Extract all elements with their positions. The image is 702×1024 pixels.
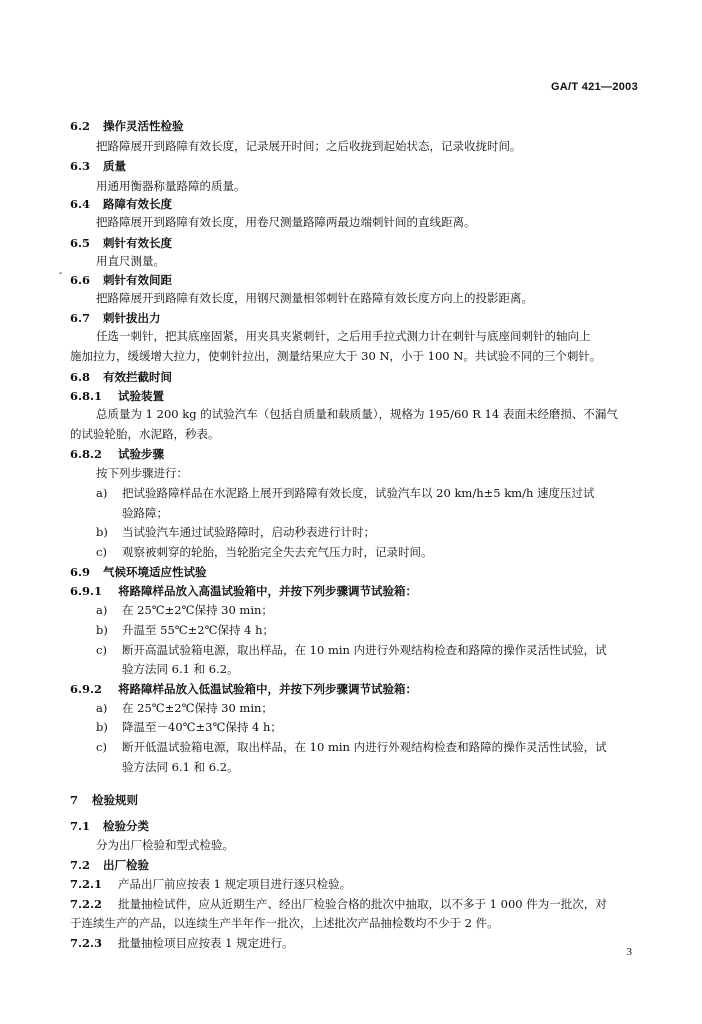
paragraph: 分为出厂检验和型式检验。 xyxy=(96,838,234,852)
list-continuation: 验路障； xyxy=(122,506,168,520)
list-text: 断开高温试验箱电源，取出样品，在 10 min 内进行外观结构检查和路障的操作灵活性试验，试 xyxy=(122,643,607,657)
section-number: 6.3 xyxy=(70,159,91,173)
list-text: 当试验汽车通过试验路障时，启动秒表进行计时； xyxy=(122,525,375,539)
list-text: 在 25℃±2℃保持 30 min； xyxy=(122,701,273,715)
paragraph: 的试验轮胎，水泥路，秒表。 xyxy=(70,427,220,441)
section-number: 7.2.3 xyxy=(70,936,103,950)
section-number: 6.7 xyxy=(70,311,91,325)
paragraph: 批量抽检项目应按表 1 规定进行。 xyxy=(118,936,294,950)
section-title: 刺针有效间距 xyxy=(103,273,172,287)
section-title: 操作灵活性检验 xyxy=(103,119,184,133)
section-title: 试验装置 xyxy=(118,389,164,403)
section-number: 6.8.2 xyxy=(70,447,103,461)
list-text: 在 25℃±2℃保持 30 min； xyxy=(122,603,273,617)
list-label: c) xyxy=(96,740,107,754)
list-text: 断开低温试验箱电源，取出样品，在 10 min 内进行外观结构检查和路障的操作灵活性试验，试 xyxy=(122,740,607,754)
list-text: 升温至 55℃±2℃保持 4 h； xyxy=(122,623,275,637)
paragraph: 产品出厂前应按表 1 规定项目进行逐只检验。 xyxy=(118,877,352,891)
paragraph: 把路障展开到路障有效长度，用卷尺测量路障两最边端刺针间的直线距离。 xyxy=(96,215,476,229)
list-label: c) xyxy=(96,545,107,559)
section-number: 6.8 xyxy=(70,370,91,384)
list-label: a) xyxy=(96,603,108,617)
section-title: 质量 xyxy=(103,159,126,173)
paragraph: 用直尺测量。 xyxy=(96,254,165,268)
section-number: 6.9.2 xyxy=(70,682,103,696)
section-title: 将路障样品放入低温试验箱中，并按下列步骤调节试验箱： xyxy=(118,682,417,696)
section-title: 试验步骤 xyxy=(118,447,164,461)
paragraph: 用通用衡器称量路障的质量。 xyxy=(96,179,246,193)
section-title: 将路障样品放入高温试验箱中，并按下列步骤调节试验箱： xyxy=(118,584,417,598)
paragraph: 批量抽检试件，应从近期生产、经出厂检验合格的批次中抽取，以不多于 1 000 件为一批次，对 xyxy=(118,897,607,911)
list-label: a) xyxy=(96,701,108,715)
section-number: 7.2.1 xyxy=(70,877,103,891)
section-number: 6.4 xyxy=(70,197,91,211)
section-title: 有效拦截时间 xyxy=(103,370,172,384)
section-number: 7.1 xyxy=(70,819,91,833)
section-number: 7 xyxy=(70,793,79,807)
paragraph: 把路障展开到路障有效长度，记录展开时间；之后收拢到起始状态，记录收拢时间。 xyxy=(96,139,522,153)
list-continuation: 验方法同 6.1 和 6.2。 xyxy=(122,760,239,774)
section-title: 检验分类 xyxy=(103,819,149,833)
section-number: 6.8.1 xyxy=(70,389,103,403)
section-title: 刺针有效长度 xyxy=(103,236,172,250)
section-number: 6.5 xyxy=(70,236,91,250)
standard-code: GA/T 421—2003 xyxy=(550,81,638,93)
section-title: 出厂检验 xyxy=(103,858,149,872)
list-label: b) xyxy=(96,720,108,734)
list-text: 降温至－40℃±3℃保持 4 h； xyxy=(122,720,282,734)
section-number: 6.9.1 xyxy=(70,584,103,598)
paragraph: 施加拉力，缓缓增大拉力，使刺针拉出，测量结果应大于 30 N，小于 100 N。共试验不同的三个刺针。 xyxy=(70,349,602,363)
list-label: b) xyxy=(96,525,108,539)
list-continuation: 验方法同 6.1 和 6.2。 xyxy=(122,662,239,676)
paragraph: 把路障展开到路障有效长度，用钢尺测量相邻刺针在路障有效长度方向上的投影距离。 xyxy=(96,291,533,305)
list-label: b) xyxy=(96,623,108,637)
paragraph: 按下列步骤进行： xyxy=(96,466,188,480)
list-label: a) xyxy=(96,486,108,500)
list-label: c) xyxy=(96,643,107,657)
section-number: 6.6 xyxy=(70,273,91,287)
section-title: 检验规则 xyxy=(92,793,138,807)
section-title: 刺针拔出力 xyxy=(103,311,161,325)
page-number: 3 xyxy=(626,946,632,958)
section-number: 7.2.2 xyxy=(70,897,103,911)
section-title: 路障有效长度 xyxy=(103,197,172,211)
paragraph: 于连续生产的产品，以连续生产半年作一批次，上述批次产品抽检数均不少于 2 件。 xyxy=(70,916,499,930)
section-number: 6.9 xyxy=(70,565,91,579)
section-number: 6.2 xyxy=(70,119,91,133)
list-text: 把试验路障样品在水泥路上展开到路障有效长度，试验汽车以 20 km/h±5 km/h 速度压过试 xyxy=(122,486,595,500)
list-text: 观察被刺穿的轮胎，当轮胎完全失去充气压力时，记录时间。 xyxy=(122,545,433,559)
section-number: 7.2 xyxy=(70,858,91,872)
paragraph: 总质量为 1 200 kg 的试验汽车（包括自质量和载质量），规格为 195/60 R 14 表面未经磨损、不漏气 xyxy=(96,407,618,421)
margin-mark: - xyxy=(59,268,63,279)
paragraph: 任选一刺针，把其底座固紧，用夹具夹紧刺针，之后用手拉式测力计在刺针与底座间刺针的轴向上 xyxy=(96,329,591,343)
section-title: 气候环境适应性试验 xyxy=(103,565,207,579)
